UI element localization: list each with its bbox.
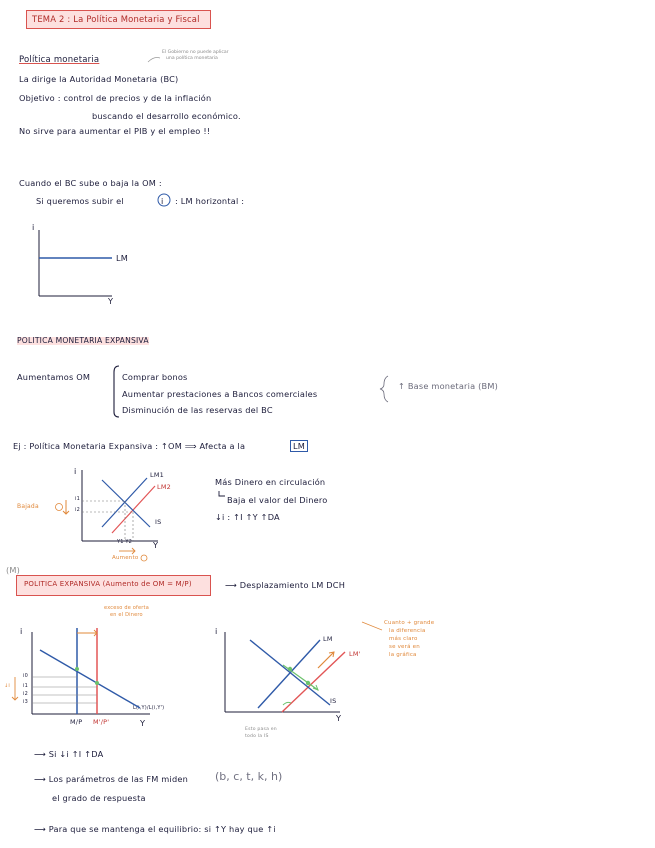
right-graph-note-2: todo la IS	[245, 734, 269, 739]
politica-monetaria-heading: Política monetaria	[19, 55, 100, 65]
expansiva-heading: POLITICA MONETARIA EXPANSIVA	[17, 336, 149, 345]
side-red-5: la gráfica	[389, 652, 417, 658]
graph2	[56, 470, 162, 561]
side-note-arrow	[148, 58, 160, 63]
left-graph-i3: i3	[23, 699, 28, 705]
line-parametros-list: (b, c, t, k, h)	[215, 770, 283, 783]
right-graph-x-label: Y	[336, 713, 342, 723]
base-monetaria-note: ↑ Base monetaria (BM)	[398, 381, 498, 391]
section-mark: (M)	[6, 565, 21, 575]
graph2-lm2-label: LM2	[157, 483, 171, 491]
arrow-note: Si queremos subir el	[36, 196, 124, 206]
graph2-y-label: i	[74, 466, 77, 476]
left-graph	[12, 628, 150, 714]
line-si-i-i-da: ⟶ Si ↓i ↑I ↑DA	[34, 749, 104, 759]
graph2-x-label: Y	[153, 540, 159, 550]
graph2-lm1-label: LM1	[150, 471, 164, 479]
exceso-note-2: en el Dinero	[110, 612, 143, 618]
graph1	[39, 230, 112, 296]
left-graph-i2: i2	[23, 691, 28, 697]
left-graph-delta-i: ↓i	[4, 683, 10, 689]
side-red-2: la diferencia	[389, 628, 426, 634]
graph2-bajada-label: Bajada	[17, 503, 39, 510]
bullet-no-sirve: No sirve para aumentar el PIB y el empleo !!	[19, 126, 211, 136]
graph2-y-ticks: Y1 Y2	[117, 539, 133, 545]
effects-arrow	[219, 491, 225, 496]
effect-i-i-y-da: ↓i : ↑I ↑Y ↑DA	[215, 512, 280, 522]
graph1-lm-label: LM	[116, 253, 129, 263]
right-graph-is-line	[250, 640, 330, 705]
bullet-dirige: La dirige la Autoridad Monetaria (BC)	[19, 74, 179, 84]
exceso-note-1: exceso de oferta	[104, 605, 149, 611]
graph2-aumento-label: Aumento	[112, 555, 139, 561]
side-red-1: Cuanto + grande	[384, 620, 435, 626]
expansiva-box-text: POLITICA EXPANSIVA (Aumento de OM = M/P)	[24, 580, 192, 588]
graph2-i1: i1	[75, 496, 80, 502]
right-graph-lm: LM	[323, 635, 333, 643]
effect-mas-dinero: Más Dinero en circulación	[215, 477, 326, 487]
right-graph-y-label: i	[215, 626, 218, 636]
cuando-text: Cuando el BC sube o baja la OM :	[19, 178, 162, 188]
circled-i: i	[161, 196, 164, 206]
side-red-3: más claro	[389, 636, 418, 642]
left-graph-i1: i1	[23, 683, 28, 689]
arrow-note-end: : LM horizontal :	[175, 196, 245, 206]
line-grado-respuesta: el grado de respuesta	[52, 793, 146, 803]
graph1-x-label: Y	[108, 296, 114, 306]
ej-lm-boxed: LM	[290, 440, 308, 452]
item-comprar-bonos: Comprar bonos	[122, 372, 188, 382]
line-equilibrio: ⟶ Para que se mantenga el equilibrio: si ↑Y hay que ↑i	[34, 824, 276, 834]
side-red-4: se verá en	[389, 644, 420, 650]
list-brace	[114, 366, 119, 417]
aumentamos-om: Aumentamos OM	[17, 372, 91, 382]
effect-baja-valor: Baja el valor del Dinero	[227, 495, 328, 505]
left-graph-m2: M'/P'	[93, 718, 110, 726]
left-graph-l-curve	[40, 650, 140, 708]
right-graph	[225, 622, 382, 712]
left-graph-y-label: i	[20, 626, 23, 636]
side-note-line1: El Gobierno no puede aplicar	[162, 50, 229, 55]
graph1-y-label: i	[32, 222, 35, 232]
right-graph-is: IS	[330, 697, 337, 705]
graph2-is-label: IS	[155, 518, 162, 526]
left-graph-i0: i0	[23, 673, 28, 679]
left-graph-l-label: L(i,Y)/L(i,Y')	[133, 705, 165, 711]
circle-mark	[158, 194, 170, 206]
right-graph-lm2-line	[282, 652, 345, 712]
right-graph-lm2: LM'	[349, 650, 361, 658]
desplazamiento-text: ⟶ Desplazamiento LM DCH	[225, 580, 346, 590]
right-graph-lm-line	[258, 640, 320, 708]
page-title: TEMA 2 : La Política Monetaria y Fiscal	[32, 14, 200, 24]
bullet-objetivo: Objetivo : control de precios y de la inflación	[19, 93, 212, 103]
line-parametros: ⟶ Los parámetros de las FM miden	[34, 774, 188, 784]
right-graph-note-1: Esto pasa en	[245, 727, 277, 732]
item-disminucion-reservas: Disminución de las reservas del BC	[122, 405, 273, 415]
base-brace	[380, 376, 388, 402]
graph2-i2: i2	[75, 507, 80, 513]
ej-text: Ej : Política Monetaria Expansiva : ↑OM ⟹ Afecta a la	[13, 441, 246, 451]
left-graph-m1: M/P	[70, 718, 83, 726]
bullet-objetivo-cont: buscando el desarrollo económico.	[92, 111, 241, 121]
item-aumentar-prestaciones: Aumentar prestaciones a Bancos comerciales	[122, 389, 318, 399]
left-graph-x-label: Y	[140, 718, 146, 728]
side-note-line2: una política monetaria	[166, 56, 218, 61]
